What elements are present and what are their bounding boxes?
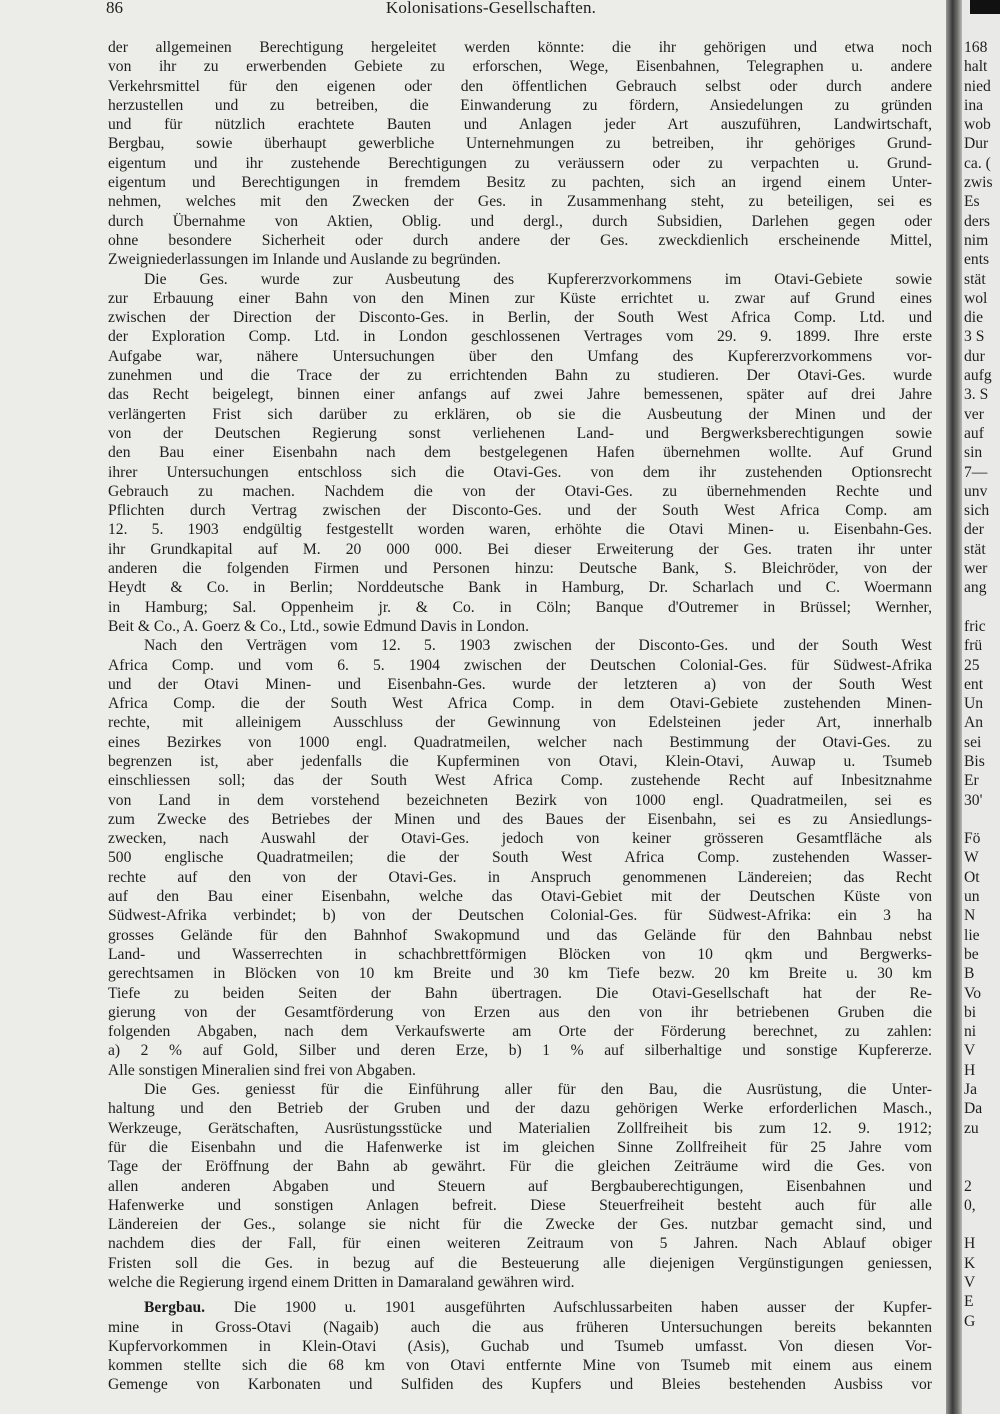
text-line: anderen die folgenden Firmen und Personen hinzu: Deutsche Bank, S. Bleichröder, von der	[108, 560, 932, 578]
facing-page-fragment: frü	[964, 637, 983, 655]
text-line: und für nützlich erachtete Bauten und Anlagen jeder Art auszuführen, Landwirtschaft,	[108, 116, 932, 134]
facing-page-fragment: An	[964, 714, 984, 732]
facing-page-fragment	[964, 1138, 1000, 1157]
text-line: a) 2 % auf Gold, Silber und deren Erze, b) 1 % auf silberhaltige und sonstige Kupfererze.	[108, 1042, 932, 1060]
text-line: Africa Comp. die der South West Africa Comp. in dem Otavi-Gebiete zustehenden Minen-	[108, 695, 932, 713]
text-line: Gemenge von Karbonaten und Sulfiden des Kupfers und Bleies bestehenden Ausbiss vor	[108, 1376, 932, 1394]
facing-page-fragment: Da	[964, 1100, 983, 1118]
text-line: rechte, mit alleinigem Ausschluss der Gewinnung von Edelsteinen jeder Art, innerhalb	[108, 714, 932, 732]
text-line: Verkehrsmittel für den eigenen oder den öffentlichen Gebrauch selbst oder durch andere	[108, 77, 932, 95]
facing-page-fragment	[964, 810, 1000, 829]
text-line: 500 englische Quadratmeilen; die der South West Africa Comp. zustehenden Wasser-	[108, 849, 932, 867]
facing-page-fragment: Vo	[964, 984, 982, 1002]
section-bergbau	[108, 1298, 932, 1394]
text-line: Tage der Eröffnung der Bahn ab gewährt. Für die gleichen Zeiträume wird die Ges. von	[108, 1158, 932, 1176]
facing-page-fragment: be	[964, 945, 979, 963]
text-line: Tiefe zu beiden Seiten der Bahn übertragen. Die Otavi-Gesellschaft hat der Re-	[108, 984, 932, 1002]
facing-page-fragment: unv	[964, 482, 988, 500]
text-line: Alle sonstigen Mineralien sind frei von Abgaben.	[108, 1061, 416, 1079]
page-number: 86	[106, 0, 123, 17]
book-gutter	[946, 0, 962, 1414]
text-line: kommen stellte sich die 68 km von Otavi entfernte Mine von Tsumeb mit einem aus einem	[108, 1357, 932, 1375]
text-line: Nach den Verträgen vom 12. 5. 1903 zwischen der Disconto-Ges. und der South West	[144, 637, 932, 655]
text-line: gierung von der Gesamtförderung von Erzen aus den von ihr betriebenen Gruben die	[108, 1003, 932, 1021]
text-line: welche die Regierung irgend einem Dritten in Damaraland gewähren wird.	[108, 1274, 575, 1291]
text-line: Pflichten durch Vertrag zwischen der Disconto-Ges. und der South West Africa Comp. am	[108, 502, 932, 520]
text-line: den Bau einer Eisenbahn nach dem bestgelegenen Hafen übernehmen wollte. Auf Grund	[108, 444, 932, 462]
facing-page-fragment: H	[964, 1235, 976, 1253]
text-line: verlängerten Frist sich darüber zu erklären, ob sie die Ausbeutung der Minen und der	[108, 405, 932, 423]
scan-edge	[970, 0, 1000, 14]
text-line: von der Deutschen Regierung sonst verliehenen Land- und Bergwerksberechtigungen sowie	[108, 424, 932, 442]
facing-page-fragment: halt	[964, 58, 988, 76]
text-line: mine in Gross-Otavi (Nagaib) auch die aus früheren Untersuchungen bereits bekannten	[108, 1318, 932, 1336]
text-line-content: Die 1900 u. 1901 ausgeführten Aufschlussarbeiten haben ausser der Kupfer-	[233, 1299, 932, 1317]
text-line: zur Erbauung einer Bahn von den Minen zur Küste errichtet u. zwar auf Grund eines	[108, 289, 932, 307]
facing-page-fragment: stät	[964, 540, 986, 558]
facing-page-fragment: 25	[964, 656, 980, 674]
text-line: zunehmen und die Trace der zu errichtenden Bahn zu studieren. Der Otavi-Ges. wurde	[108, 367, 932, 385]
facing-page-fragment: ina	[964, 96, 984, 114]
paragraph	[108, 270, 932, 637]
text-line: zwecken, nach Auswahl der Otavi-Ges. jedoch von keiner grösseren Gesamtfläche als	[108, 830, 932, 848]
text-line: Werkzeuge, Gerätschaften, Ausrüstungsstücke und Materialien Zollfreiheit bis zum 12. 9. 1912;	[108, 1119, 932, 1137]
facing-page-fragment: 0,	[964, 1196, 976, 1214]
text-line: nehmen, welches mit den Zwecken der Ges. in Zusammenhang steht, zu beteiligen, sei es	[108, 193, 932, 211]
facing-page-fragment: dur	[964, 347, 985, 365]
facing-page-fragment: auf	[964, 424, 984, 442]
text-line: Beit & Co., A. Goerz & Co., Ltd., sowie Edmund Davis in London.	[108, 617, 530, 635]
facing-page-fragment: un	[964, 888, 980, 906]
facing-page-fragment: wob	[964, 116, 991, 134]
facing-page-fragment: W	[964, 849, 979, 867]
text-line: auf den Bau einer Eisenbahn, welche das Otavi-Gebiet mit der Deutschen Küste von	[108, 888, 932, 906]
facing-page-fragment: nied	[964, 77, 991, 95]
text-line: zwischen der Direction der Disconto-Ges. in Berlin, der South West Africa Comp. Ltd. und	[108, 309, 932, 327]
text-line	[108, 1298, 932, 1317]
facing-page-fragment: sich	[964, 502, 990, 520]
text-line: Gebrauch zu machen. Nachdem die von der Otavi-Ges. zu übernehmenden Rechte und	[108, 482, 932, 500]
facing-page-fragment: N	[964, 907, 976, 925]
facing-page-fragment: nim	[964, 231, 989, 249]
facing-page-fragment: aufg	[964, 367, 992, 385]
text-line: Die Ges. wurde zur Ausbeutung des Kupfererzvorkommens im Otavi-Gebiete sowie	[144, 270, 932, 288]
text-line: ihr Grundkapital auf M. 20 000 000. Bei dieser Erweiterung der Ges. traten ihr unter	[108, 540, 932, 558]
text-line: begrenzen ist, aber jedenfalls die Kupferminen von Otavi, Klein-Otavi, Auwap u. Tsumeb	[108, 752, 932, 770]
facing-page-fragment: zwis	[964, 174, 993, 192]
section-heading: Bergbau.	[144, 1299, 206, 1317]
facing-page-fragment: K	[964, 1254, 976, 1272]
text-line: von ihr zu erwerbenden Gebiete zu erforschen, Wege, Eisenbahnen, Telegraphen u. andere	[108, 58, 932, 76]
text-line: Fristen soll die Ges. in bezug auf die Besteuerung alle diejenigen Vergünstigungen geniessen,	[108, 1254, 932, 1272]
text-line: durch Übernahme von Aktien, Oblig. und dergl., durch Subsidien, Darlehen gegen oder	[108, 212, 932, 230]
facing-page-fragment: Er	[964, 772, 979, 790]
facing-page-fragment: ver	[964, 405, 984, 423]
text-line: 12. 5. 1903 endgültig festgestellt worden waren, erhöhte die Otavi Minen- u. Eisenbahn-Ges.	[108, 521, 932, 539]
text-line: zum Zwecke des Betriebes der Minen und des Baues der Eisenbahn, sei es zu Ansiedlungs-	[108, 810, 932, 828]
facing-page-fragment: sin	[964, 444, 983, 462]
facing-page-fragment: H	[964, 1061, 976, 1079]
paragraph	[108, 1080, 932, 1292]
text-line: in Hamburg; Sal. Oppenheim jr. & Co. in Cöln; Banque d'Outremer in Brüssel; Wernher,	[108, 598, 932, 616]
text-line: für die Eisenbahn und die Hafenwerke ist im gleichen Sinne Zollfreiheit für 25 Jahre vom	[108, 1138, 932, 1156]
text-line: grosses Gelände für den Bahnhof Swakopmund und das Gelände für den Bahnbau nebst	[108, 926, 932, 944]
facing-page-fragment: stät	[964, 270, 986, 288]
facing-page-fragment	[964, 598, 1000, 617]
running-title: Kolonisations-Gesellschaften.	[385, 0, 597, 17]
facing-page-fragment: zu	[964, 1119, 979, 1137]
text-line: das Recht beigelegt, binnen einer anfangs auf zwei Jahre bemessenen, später auf drei Jahre	[108, 386, 932, 404]
text-line: eigentum und Berechtigungen in fremdem Besitz zu pachten, sich an irgend einem Unter-	[108, 174, 932, 192]
facing-page-fragment: Bis	[964, 752, 985, 770]
facing-page-fragment: 2	[964, 1177, 972, 1195]
facing-page-fragment	[964, 1215, 1000, 1234]
text-line: Bergbau, sowie überhaupt gewerbliche Unternehmungen zu betreiben, ihr gehöriges Grund-	[108, 135, 932, 153]
text-line: Zweigniederlassungen im Inlande und Auslande zu begründen.	[108, 251, 501, 269]
facing-page-edge	[964, 38, 1000, 1331]
facing-page-fragment: ders	[964, 212, 990, 230]
text-line: nachdem dies der Fall, für einen weiteren Zeitraum von 5 Jahren. Nach Ablauf obiger	[108, 1235, 932, 1253]
text-line: Südwest-Afrika verbindet; b) von der Deutschen Colonial-Ges. für Südwest-Afrika: ein 3 ha	[108, 907, 932, 925]
facing-page-fragment: Es	[964, 193, 980, 211]
facing-page-fragment: Ot	[964, 868, 980, 886]
facing-page-fragment: B	[964, 965, 975, 983]
paragraph	[108, 636, 932, 1080]
facing-page-fragment: die	[964, 309, 984, 327]
text-line: rechte auf den von der Otavi-Ges. in Anspruch genommenen Ländereien; das Recht	[108, 868, 932, 886]
paragraph	[108, 38, 932, 270]
facing-page-fragment: Ja	[964, 1081, 977, 1099]
facing-page-fragment: ca. (	[964, 154, 991, 172]
text-line: allen anderen Abgaben und Steuern auf Bergbauberechtigungen, Eisenbahnen und	[108, 1177, 932, 1195]
text-line: Hafenwerke und sonstigen Anlagen befreit. Diese Steuerfreiheit besteht auch für alle	[108, 1196, 932, 1214]
text-line: und der Otavi Minen- und Eisenbahn-Ges. wurde der letzteren a) von der South West	[108, 675, 932, 693]
text-line: Kupfervorkommen in Klein-Otavi (Asis), Guchab und Tsumeb umfasst. Von diesen Vor-	[108, 1337, 932, 1355]
page-body	[108, 38, 932, 1395]
facing-page-fragment: V	[964, 1274, 976, 1291]
text-line: ihrer Untersuchungen entschloss sich die Otavi-Ges. von dem ihr zustehenden Optionsrecht	[108, 463, 932, 481]
facing-page-fragment: V	[964, 1042, 976, 1060]
facing-page-fragment: sei	[964, 733, 982, 751]
facing-page-fragment: 3 S	[964, 328, 985, 346]
text-line: gerechtsamen in Blöcken von 10 km Breite und 30 km Tiefe bezw. 20 km Breite u. 30 km	[108, 965, 932, 983]
text-line: der Exploration Comp. Ltd. in London geschlossenen Vertrages vom 29. 9. 1899. Ihre erste	[108, 328, 932, 346]
facing-page-fragment: ents	[964, 251, 990, 269]
facing-page-fragment: ang	[964, 579, 987, 597]
text-line: eigentum und ihr zustehende Berechtigungen zu veräussern oder zu verpachten u. Grund-	[108, 154, 932, 172]
facing-page-fragment: 30'	[964, 791, 983, 809]
facing-page-fragment: ent	[964, 675, 984, 693]
text-line: einschliessen soll; das der South West Africa Comp. zustehende Recht auf Inbesitznahme	[108, 772, 932, 790]
facing-page-fragment: 168	[964, 39, 988, 56]
facing-page-fragment: wol	[964, 289, 988, 307]
text-line: Land- und Wasserrechten in schachbrettförmigen Blöcken von 10 qkm und Bergwerks-	[108, 945, 932, 963]
facing-page-fragment: wer	[964, 560, 988, 578]
text-line: herzustellen und zu betreiben, die Einwanderung zu fördern, Ansiedelungen zu gründen	[108, 96, 932, 114]
facing-page-fragment: fric	[964, 617, 986, 635]
text-line: Aufgabe war, nähere Untersuchungen über den Umfang des Kupfererzvorkommens vor-	[108, 347, 932, 365]
facing-page-fragment: lie	[964, 926, 980, 944]
text-line: Die Ges. geniesst für die Einführung aller für den Bau, die Ausrüstung, die Unter-	[144, 1081, 932, 1099]
text-line: von Land in dem vorstehend bezeichneten Bezirk von 1000 engl. Quadratmeilen, sei es	[108, 791, 932, 809]
facing-page-fragment: ni	[964, 1023, 977, 1041]
text-line: Africa Comp. und vom 6. 5. 1904 zwischen der Deutschen Colonial-Ges. für Südwest-Afrika	[108, 656, 932, 674]
text-line: eines Bezirkes von 1000 engl. Quadratmeilen, welcher nach Bestimmung der Otavi-Ges. zu	[108, 733, 932, 751]
facing-page-fragment: Un	[964, 695, 984, 713]
text-line: Heydt & Co. in Berlin; Norddeutsche Bank in Hamburg, Dr. Scharlach und C. Woermann	[108, 579, 932, 597]
text-line: Ländereien der Ges., solange sie nicht für die Zwecke der Ges. nutzbar gemacht sind, und	[108, 1216, 932, 1234]
facing-page-fragment: Fö	[964, 830, 981, 848]
facing-page-fragment: E	[964, 1293, 974, 1311]
text-line: folgenden Abgaben, nach dem Verkaufswerte am Orte der Förderung berechnet, zu zahlen:	[108, 1023, 932, 1041]
text-line: der allgemeinen Berechtigung hergeleitet werden könnte: die ihr gehörigen und etwa noch	[108, 39, 932, 56]
facing-page-fragment	[964, 1157, 1000, 1176]
facing-page-fragment: der	[964, 521, 984, 539]
facing-page-fragment: 3. S	[964, 386, 989, 404]
facing-page-fragment: bi	[964, 1003, 977, 1021]
facing-page-fragment: G	[964, 1312, 976, 1330]
facing-page-fragment: 7—	[964, 463, 988, 481]
facing-page-fragment: Dur	[964, 135, 989, 153]
text-line: haltung und den Betrieb der Gruben und der dazu gehörigen Werke erforderlichen Masch.,	[108, 1100, 932, 1118]
text-line: ohne besondere Sicherheit oder durch andere der Ges. zweckdienlich erscheinende Mittel,	[108, 231, 932, 249]
